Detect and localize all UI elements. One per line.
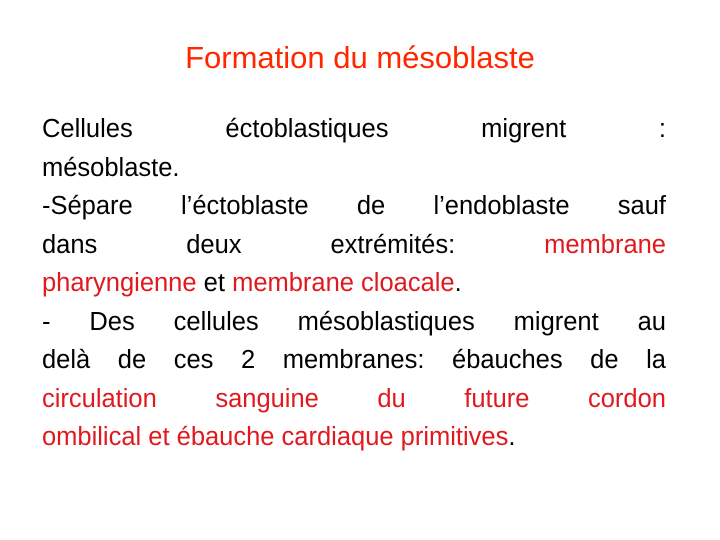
body-line (42, 149, 666, 188)
body-word: delà (42, 346, 91, 374)
highlight-term: future (464, 384, 530, 413)
highlight-term: ombilical et ébauche cardiaque primitives (42, 423, 509, 451)
body-word: et (203, 269, 225, 297)
body-word: membranes: (282, 346, 425, 374)
body-word: - (42, 307, 51, 336)
body-word: Des (89, 307, 135, 336)
body-word: l’endoblaste (433, 192, 570, 220)
body-word: Cellules (42, 115, 133, 143)
highlight-term: sanguine (215, 384, 319, 413)
body-word: de (356, 192, 386, 220)
body-word: dans (42, 230, 98, 259)
body-word: l’éctoblaste (180, 192, 309, 220)
highlight-term: circulation (42, 384, 157, 413)
period: . (454, 269, 462, 297)
body-word: extrémités: (330, 230, 456, 259)
body-word: mésoblaste. (42, 153, 180, 182)
body-word: la (646, 346, 666, 374)
slide-title: Formation du mésoblaste (185, 40, 535, 75)
highlight-term: du (377, 384, 406, 413)
body-word: migrent (481, 115, 567, 143)
body-word: éctoblastiques (225, 115, 389, 143)
body-word: au (637, 307, 666, 336)
body-word: de (117, 346, 147, 374)
term-with-period (232, 264, 462, 303)
body-line (42, 110, 666, 149)
body-line (42, 226, 666, 265)
highlight-term: membrane cloacale (232, 269, 455, 297)
body-word: ébauches (452, 346, 563, 374)
highlight-term: cordon (587, 384, 666, 413)
body-word: migrent (513, 307, 599, 336)
body-word: mésoblastiques (297, 307, 475, 336)
body-word: 2 (240, 346, 256, 374)
body-word: deux (186, 230, 242, 259)
highlight-term: pharyngienne (42, 269, 197, 297)
body-word: de (590, 346, 619, 374)
period: . (508, 423, 516, 451)
body-line (42, 341, 666, 380)
body-line (42, 187, 666, 226)
slide-body (42, 110, 666, 457)
body-word: -Sépare (42, 192, 133, 220)
body-line (42, 303, 666, 342)
body-line (42, 264, 666, 303)
body-word: : (658, 115, 666, 143)
body-line (42, 418, 666, 457)
body-word: sauf (617, 192, 666, 220)
body-line (42, 380, 666, 419)
highlight-term: membrane (544, 230, 666, 259)
body-word: ces (173, 346, 214, 374)
term-with-period (42, 418, 515, 457)
body-word: cellules (173, 307, 259, 336)
